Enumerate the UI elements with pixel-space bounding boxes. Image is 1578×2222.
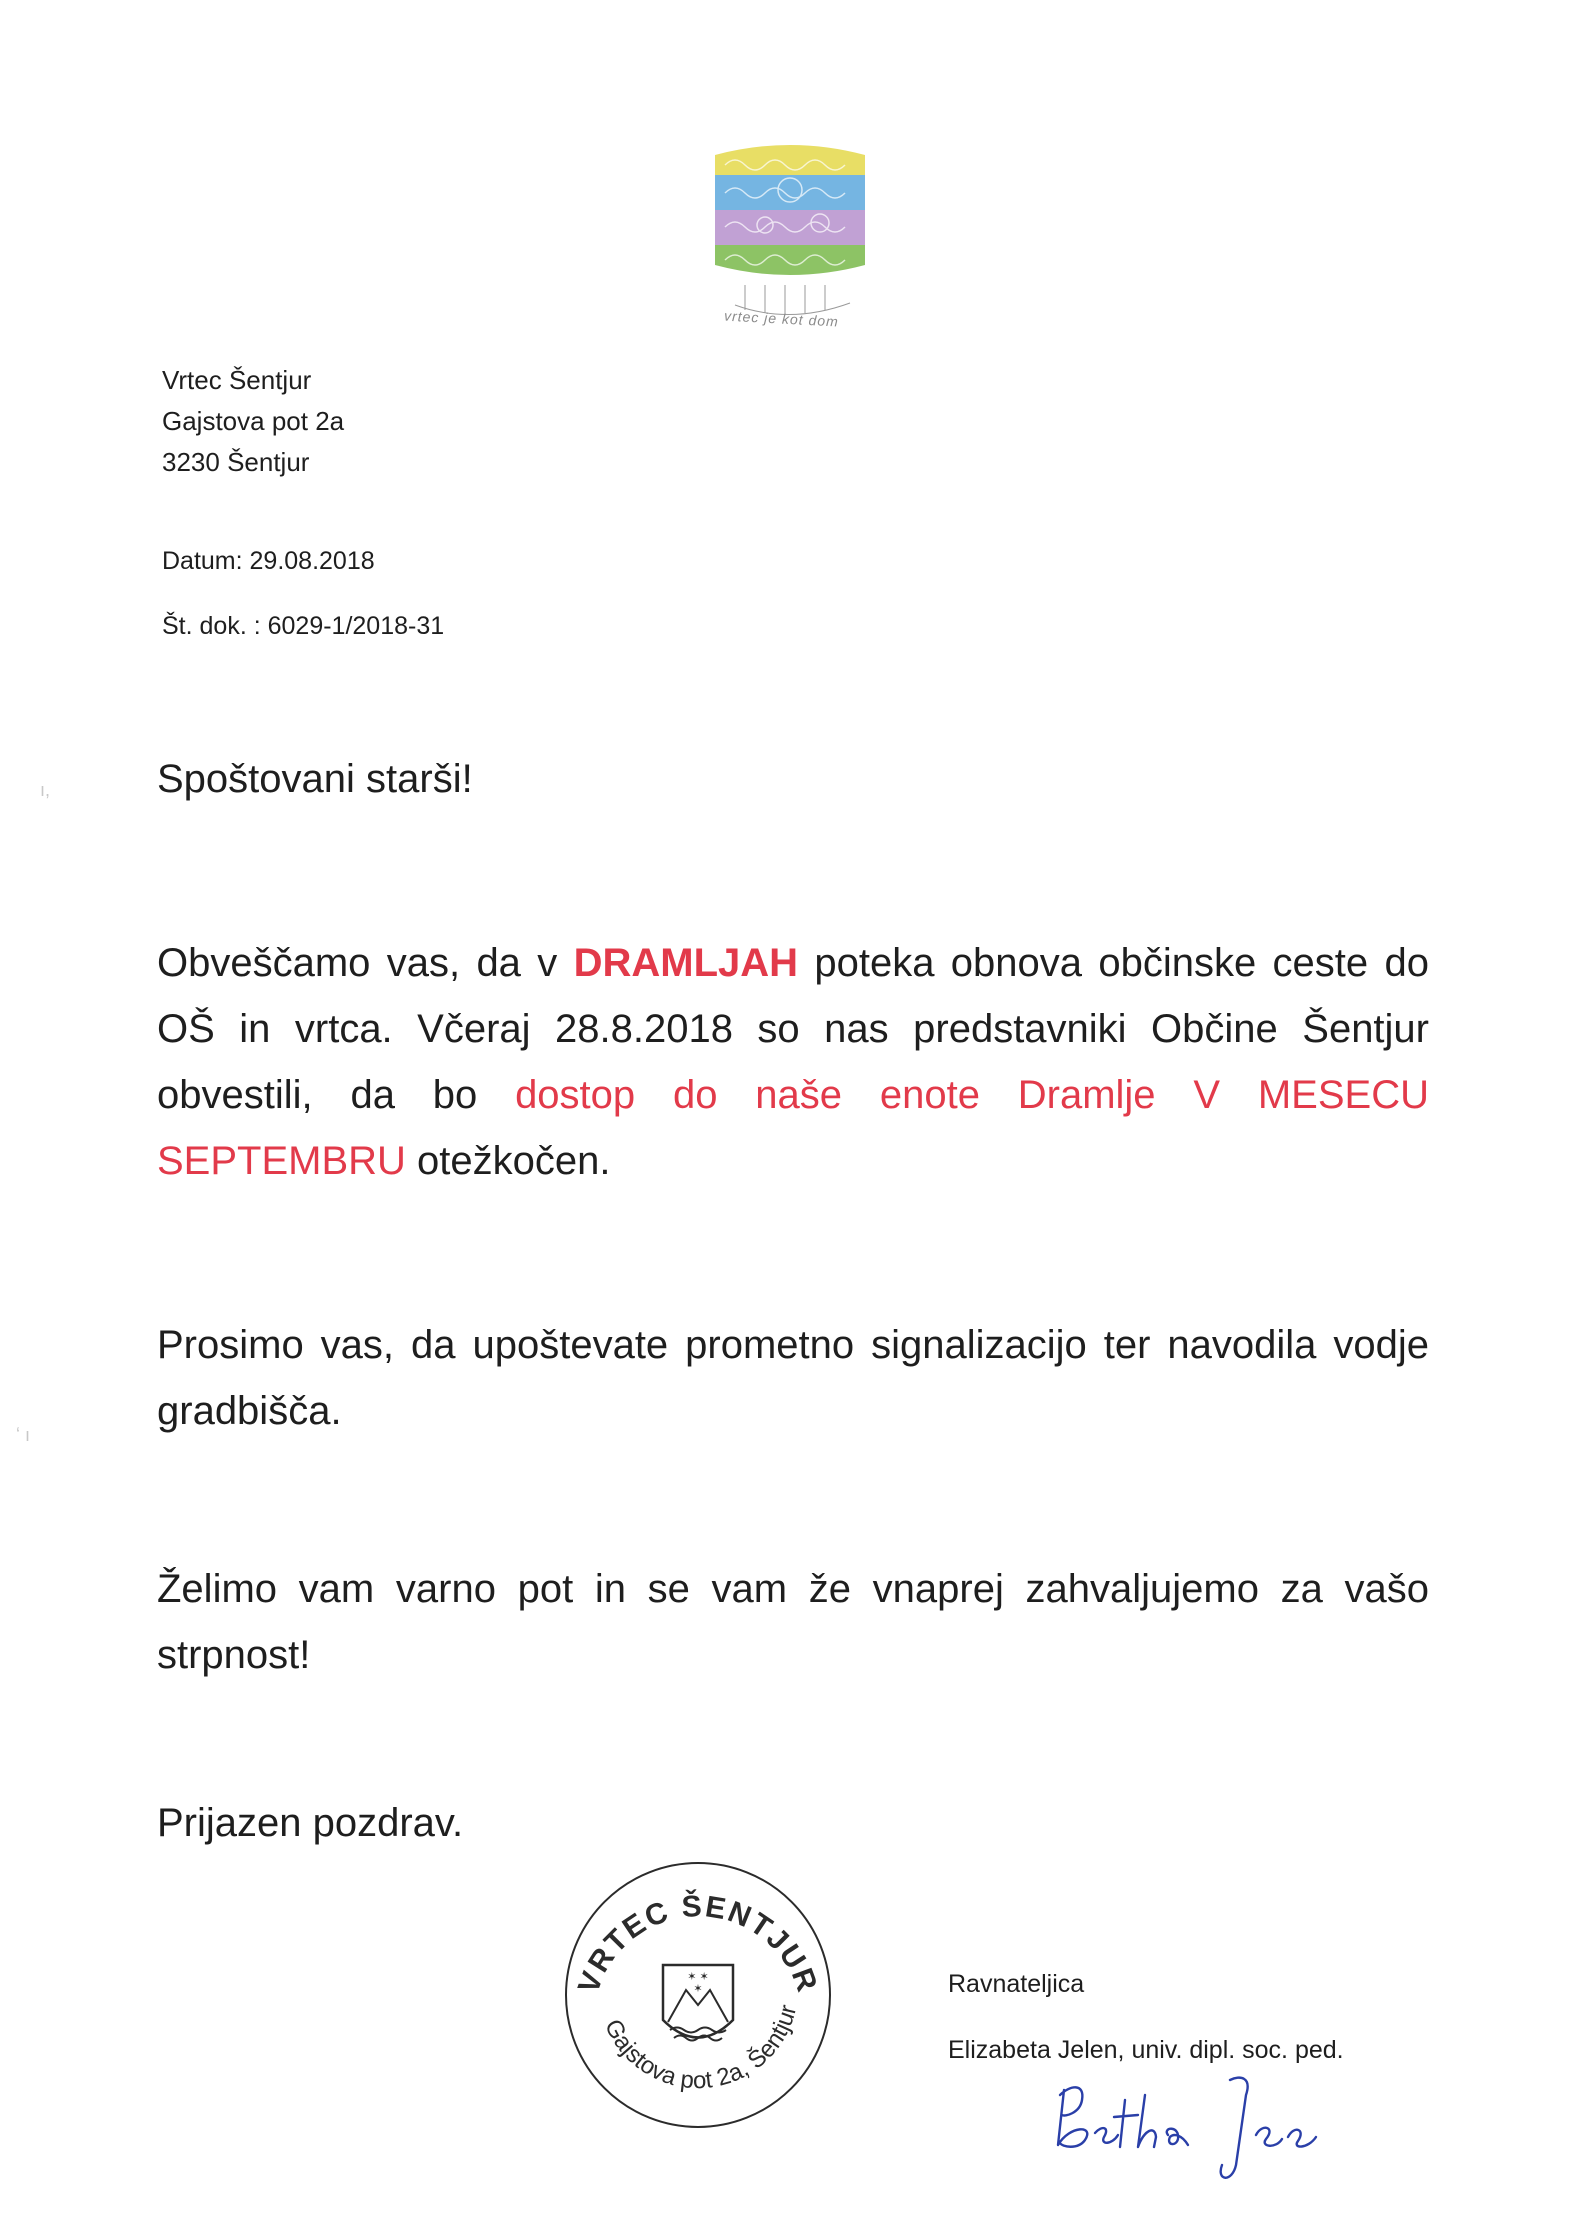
sender-city: 3230 Šentjur — [162, 447, 310, 477]
document-number: Št. dok. : 6029-1/2018-31 — [162, 612, 445, 640]
document-date: Datum: 29.08.2018 — [162, 547, 375, 575]
paragraph-notice — [157, 930, 1429, 1194]
signatory-role: Ravnateljica — [948, 1970, 1085, 1998]
vrtec-logo-icon — [705, 135, 875, 335]
svg-text:✶ ✶: ✶ ✶ — [687, 1971, 709, 1983]
paragraph-request: Prosimo vas, da upoštevate prometno signalizacijo ter navodila vodje gradbišča. — [157, 1323, 1429, 1433]
sender-name: Vrtec Šentjur — [162, 365, 312, 395]
paragraph-thanks: Želimo vam varno pot in se vam že vnaprej zahvaljujemo za vašo strpnost! — [157, 1567, 1429, 1677]
letter-page: vrtec je kot dom Vrtec Šentjur Gajstova pot 2a 3230 Šentjur Datum: 29.08.2018 Št. dok. : 6029-1/2018-31 Spoštovani starši! Obveščamo vas, da v DRAMLJAH poteka obnova občinske ceste do OŠ in vrtca. Včeraj 28.8.2018 so nas predstavniki Občine Šentjur obvestili, da bo dostop do naše enote Dramlje V MESECU SEPTEMBRU otežkočen. Prosimo vas, da upoštevate prometno signalizacijo ter navodila vodje gradbišča. Želimo vam varno pot in se vam že vnaprej zahvaljujemo za vašo strpnost! Prijazen pozdrav. VRTEC ŠENTJUR Gajstova pot 2a, Šentjur ✶ ✶ ✶ Ravnateljica Elizabeta Jelen, univ. dipl. soc. ped. ı, ʻ ı — [0, 0, 1578, 2222]
salutation: Spoštovani starši! — [157, 757, 473, 801]
stamp-bottom-text: Gajstova pot 2a, Šentjur — [599, 2002, 803, 2095]
highlight-access-notice: dostop do naše enote Dramlje V MESECU SEPTEMBRU — [157, 1073, 1429, 1183]
paragraph-notice-text-3: otežkočen. — [405, 1139, 611, 1183]
sender-address — [162, 360, 344, 483]
stamp-top-text: VRTEC ŠENTJUR — [572, 1889, 824, 1998]
paragraph-notice-text-1: Obveščamo vas, da v — [157, 941, 574, 985]
sender-street: Gajstova pot 2a — [162, 406, 345, 436]
handwritten-signature-icon — [1040, 2055, 1330, 2205]
official-stamp — [548, 1840, 848, 2140]
logo-tagline: vrtec je kot dom — [723, 307, 840, 330]
signatory-name: Elizabeta Jelen, univ. dipl. soc. ped. — [948, 2036, 1344, 2064]
slovenian-coat-of-arms-icon — [663, 1965, 733, 2041]
paragraph-notice-text-2: poteka obnova občinske ceste do OŠ in vrtca. Včeraj 28.8.2018 so nas predstavniki Občine Šentjur obvestili, da bo — [157, 941, 1429, 1117]
svg-text:✶: ✶ — [693, 1983, 703, 1995]
highlight-location: DRAMLJAH — [573, 941, 799, 985]
closing-greeting: Prijazen pozdrav. — [157, 1801, 464, 1845]
